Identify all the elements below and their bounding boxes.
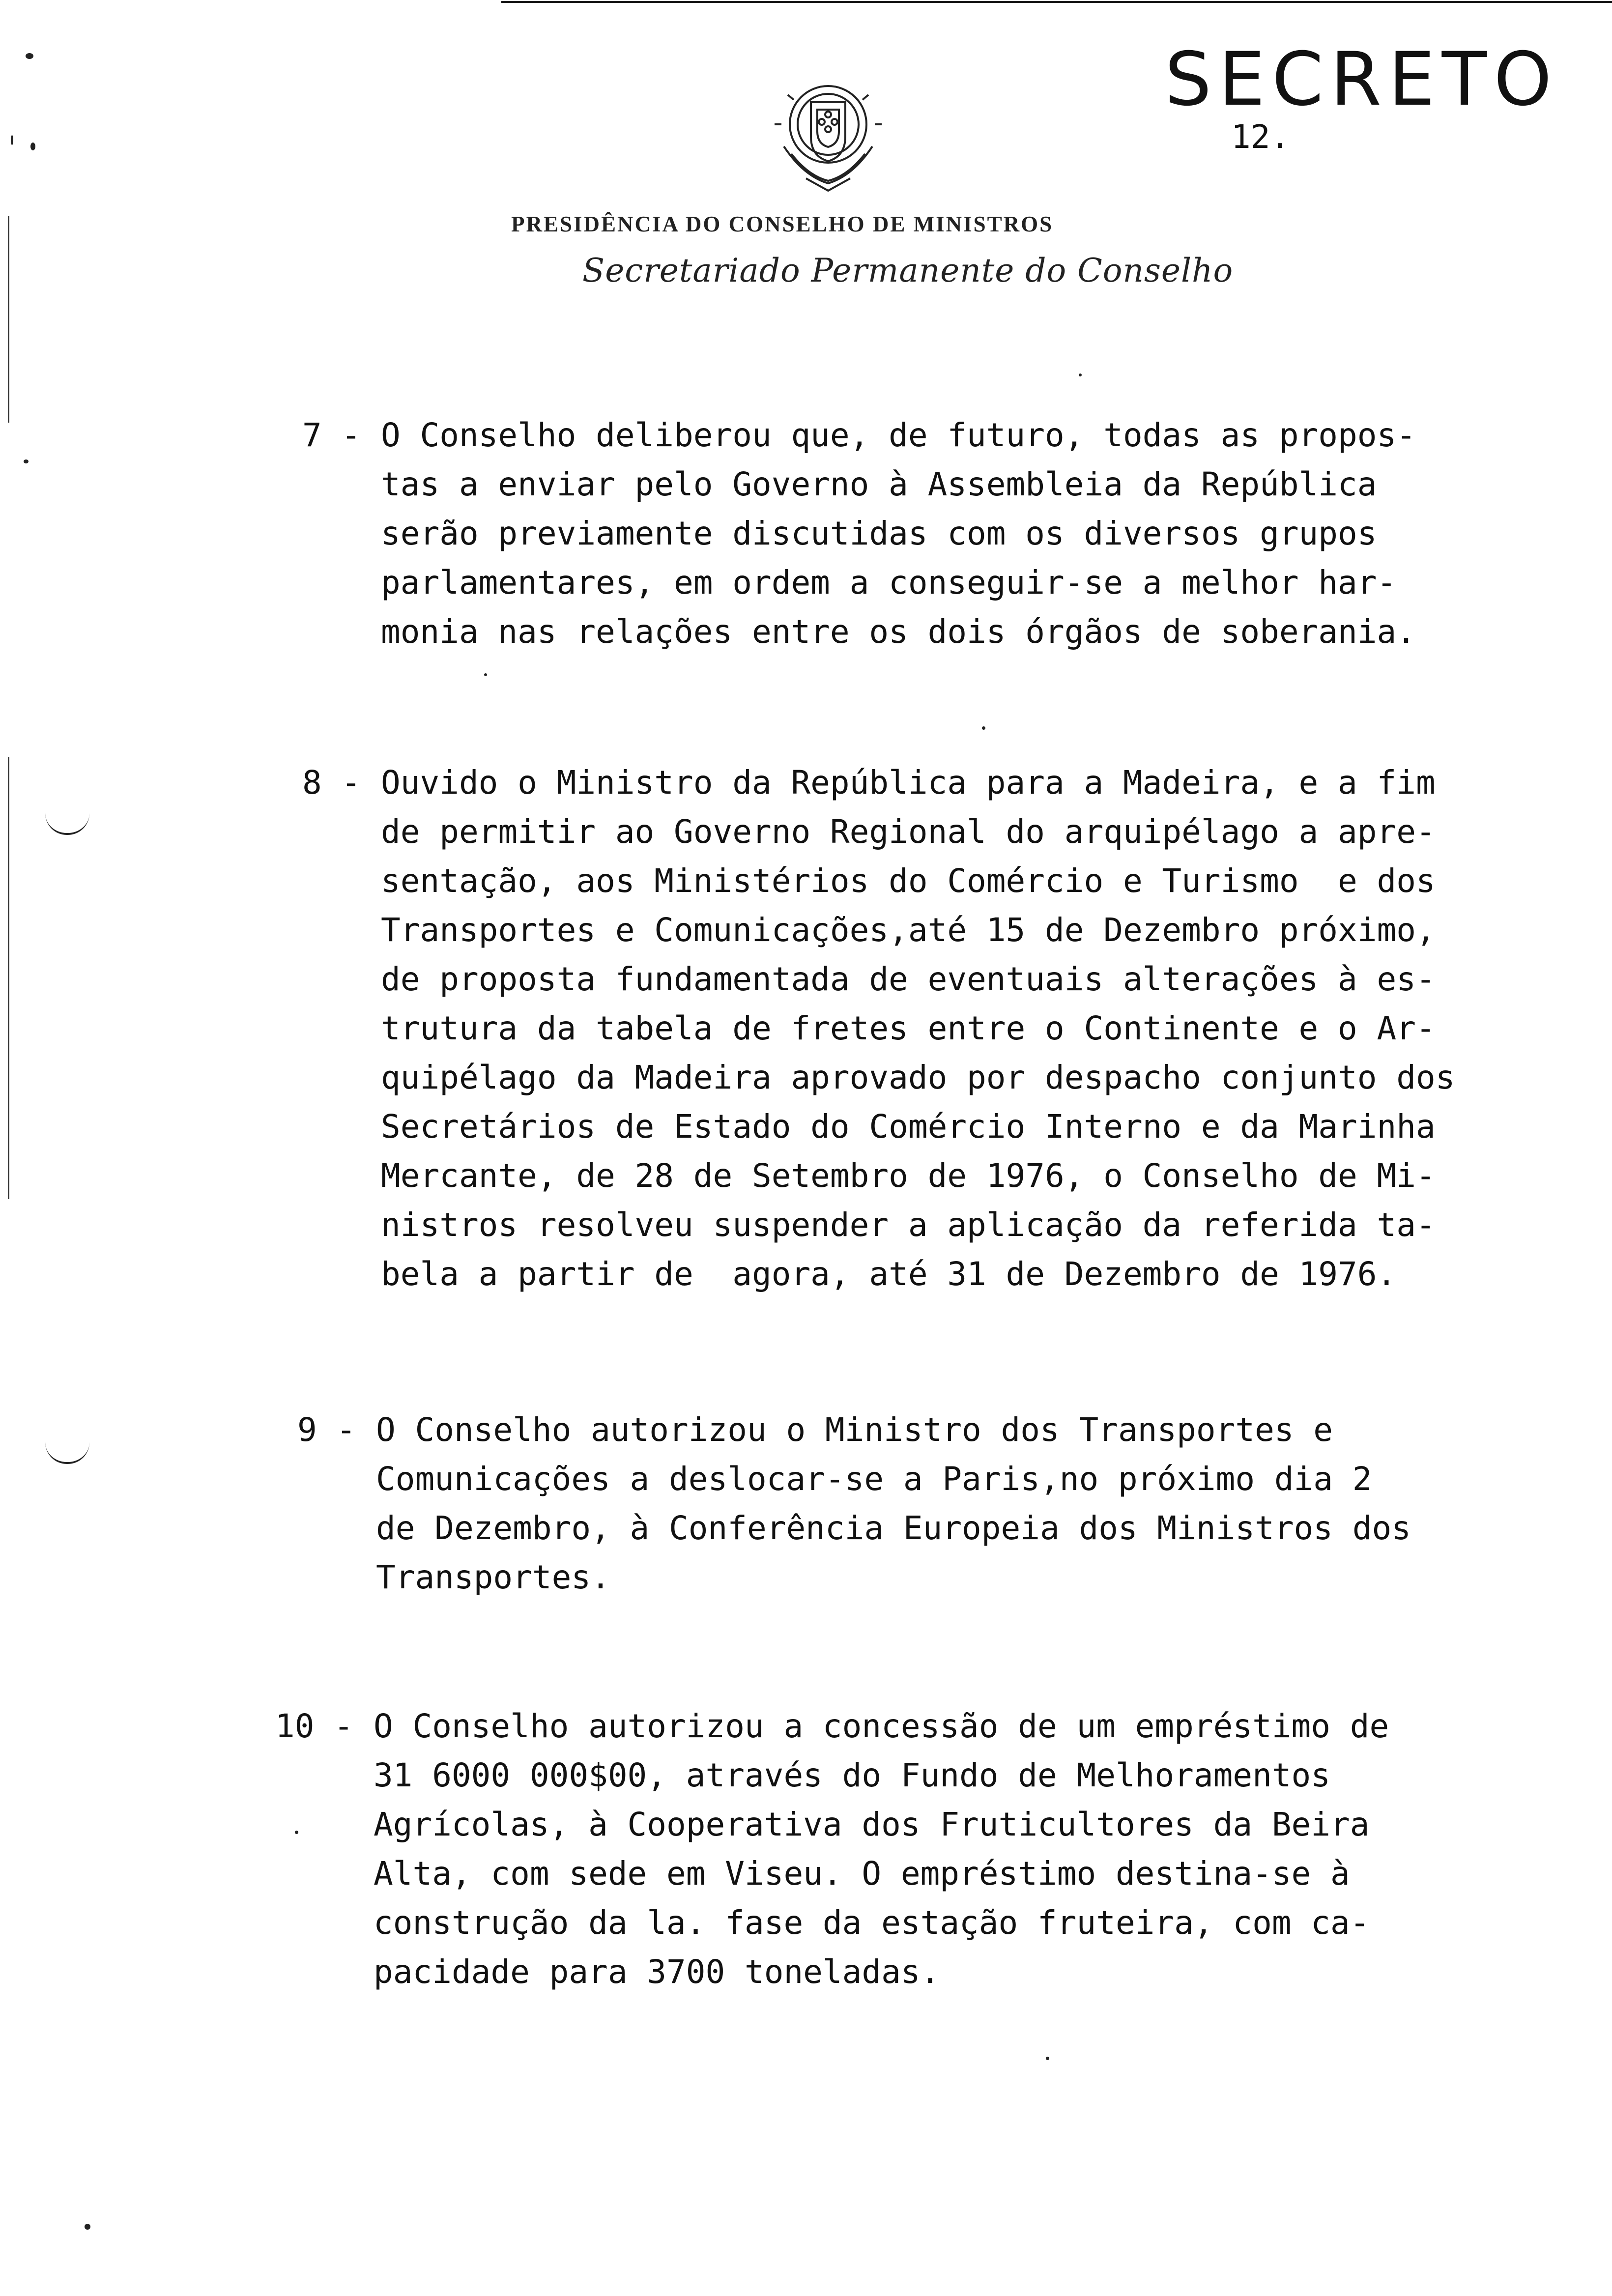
item-line: de Dezembro, à Conferência Europeia dos Ministros dos xyxy=(376,1509,1411,1547)
item-line: O Conselho deliberou que, de futuro, todas as propos- xyxy=(381,416,1416,454)
scan-speck xyxy=(982,726,985,730)
item-line: construção da la. fase da estação fruteira, com ca- xyxy=(374,1904,1370,1942)
scan-speck xyxy=(295,1831,298,1834)
margin-line xyxy=(8,216,9,423)
scan-speck xyxy=(1079,373,1082,376)
scan-speck xyxy=(11,135,13,145)
scan-speck xyxy=(85,2224,90,2230)
item-line: 31 6000 000$00, através do Fundo de Melhoramentos xyxy=(374,1756,1331,1794)
item-line: Transportes e Comunicações,até 15 de Dezembro próximo, xyxy=(381,911,1436,949)
item-line: O Conselho autorizou o Ministro dos Transportes e xyxy=(376,1411,1333,1449)
margin-line xyxy=(8,757,9,1199)
margin-bracket-mark xyxy=(45,813,89,835)
item-line: bela a partir de agora, até 31 de Dezembro de 1976. xyxy=(381,1255,1397,1293)
item-line: trutura da tabela de fretes entre o Continente e o Ar- xyxy=(381,1009,1436,1047)
secretariat-heading: Secretariado Permanente do Conselho xyxy=(582,252,1234,289)
scan-speck xyxy=(484,673,487,676)
page-number: 12. xyxy=(1231,118,1290,156)
classification-stamp: SECRETO xyxy=(1165,37,1559,122)
item-line: Comunicações a deslocar-se a Paris,no próximo dia 2 xyxy=(376,1460,1372,1498)
item-line: O Conselho autorizou a concessão de um empréstimo de xyxy=(374,1707,1389,1745)
item-number: 8 - xyxy=(302,764,361,802)
item-line: sentação, aos Ministérios do Comércio e Turismo e dos xyxy=(381,862,1436,900)
item-line: Alta, com sede em Viseu. O empréstimo destina-se à xyxy=(374,1855,1350,1893)
item-number: 7 - xyxy=(302,416,361,454)
item-line: quipélago da Madeira aprovado por despacho conjunto dos xyxy=(381,1059,1455,1096)
item-line: de permitir ao Governo Regional do arquipélago a apre- xyxy=(381,813,1436,851)
portuguese-coat-of-arms-icon xyxy=(764,73,892,196)
office-heading: PRESIDÊNCIA DO CONSELHO DE MINISTROS xyxy=(511,212,1054,236)
item-line: serão previamente discutidas com os diversos grupos xyxy=(381,515,1377,552)
item-number: 10 - xyxy=(275,1707,353,1745)
item-line: Secretários de Estado do Comércio Interno e da Marinha xyxy=(381,1108,1436,1146)
item-line: pacidade para 3700 toneladas. xyxy=(374,1953,940,1991)
item-number: 9 - xyxy=(297,1411,356,1449)
item-line: Agrícolas, à Cooperativa dos Fruticultores da Beira xyxy=(374,1806,1370,1843)
scan-speck xyxy=(26,53,33,59)
item-line: Mercante, de 28 de Setembro de 1976, o Conselho de Mi- xyxy=(381,1157,1436,1195)
item-line: Transportes. xyxy=(376,1558,610,1596)
item-line: monia nas relações entre os dois órgãos de soberania. xyxy=(381,613,1416,651)
top-border-line xyxy=(501,1,1612,3)
scan-speck xyxy=(30,143,35,150)
scan-speck xyxy=(1046,2057,1049,2060)
item-line: de proposta fundamentada de eventuais alterações à es- xyxy=(381,960,1436,998)
item-line: nistros resolveu suspender a aplicação da referida ta- xyxy=(381,1206,1436,1244)
item-line: Ouvido o Ministro da República para a Madeira, e a fim xyxy=(381,764,1436,802)
item-line: parlamentares, em ordem a conseguir-se a melhor har- xyxy=(381,564,1397,602)
margin-bracket-mark xyxy=(45,1442,89,1464)
item-line: tas a enviar pelo Governo à Assembleia da República xyxy=(381,465,1377,503)
scan-speck xyxy=(24,459,29,463)
